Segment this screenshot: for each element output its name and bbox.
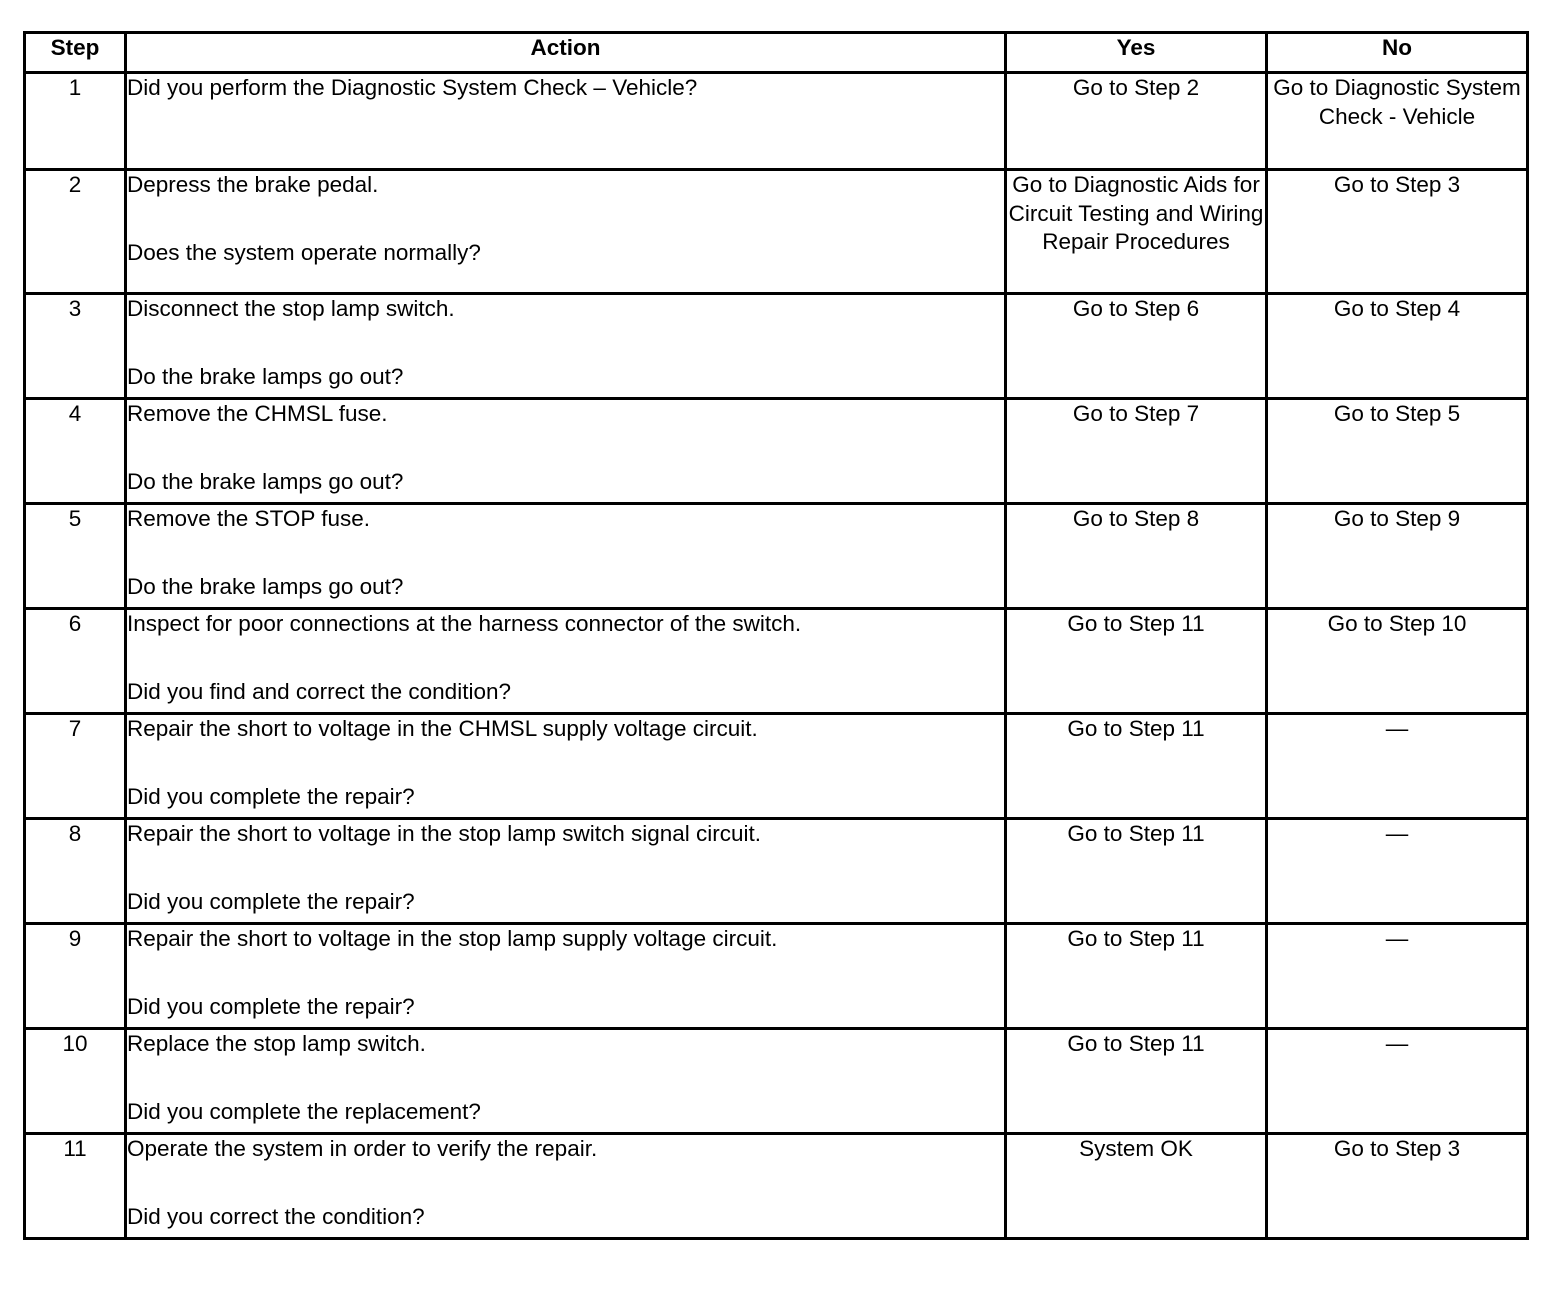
action-cell <box>126 1029 1006 1134</box>
table-row <box>25 399 1528 504</box>
table-row <box>25 819 1528 924</box>
yes-cell: Go to Step 2 <box>1006 73 1267 170</box>
action-question: Do the brake lamps go out? <box>127 363 404 389</box>
yes-cell: Go to Step 11 <box>1006 1029 1267 1134</box>
action-cell <box>126 819 1006 924</box>
no-cell: Go to Step 9 <box>1267 504 1528 609</box>
action-text: Repair the short to voltage in the stop lamp supply voltage circuit. <box>127 926 778 951</box>
action-text: Repair the short to voltage in the CHMSL supply voltage circuit. <box>127 716 758 741</box>
action-question: Do the brake lamps go out? <box>127 573 404 599</box>
no-cell: — <box>1267 1029 1528 1134</box>
yes-cell: Go to Step 11 <box>1006 714 1267 819</box>
action-text: Remove the CHMSL fuse. <box>127 401 388 426</box>
action-text: Depress the brake pedal. <box>127 172 379 197</box>
action-question: Did you find and correct the condition? <box>127 678 511 704</box>
yes-cell: Go to Step 11 <box>1006 924 1267 1029</box>
yes-cell: Go to Step 11 <box>1006 609 1267 714</box>
action-cell <box>126 170 1006 294</box>
step-number: 4 <box>25 399 126 504</box>
no-cell: Go to Diagnostic System Check - Vehicle <box>1267 73 1528 170</box>
action-text: Did you perform the Diagnostic System Check – Vehicle? <box>127 75 698 100</box>
table-row <box>25 294 1528 399</box>
table-row <box>25 609 1528 714</box>
action-question: Did you complete the repair? <box>127 993 415 1019</box>
step-number: 10 <box>25 1029 126 1134</box>
action-question: Did you complete the repair? <box>127 888 415 914</box>
action-cell <box>126 609 1006 714</box>
no-cell: — <box>1267 819 1528 924</box>
step-number: 3 <box>25 294 126 399</box>
action-cell <box>126 714 1006 819</box>
table-row <box>25 504 1528 609</box>
no-cell: Go to Step 3 <box>1267 1134 1528 1239</box>
yes-cell: Go to Step 11 <box>1006 819 1267 924</box>
no-cell: Go to Step 5 <box>1267 399 1528 504</box>
yes-cell: Go to Step 6 <box>1006 294 1267 399</box>
step-number: 7 <box>25 714 126 819</box>
action-text: Operate the system in order to verify the repair. <box>127 1136 598 1161</box>
table-row <box>25 170 1528 294</box>
table-row <box>25 73 1528 170</box>
yes-cell: System OK <box>1006 1134 1267 1239</box>
no-cell: — <box>1267 924 1528 1029</box>
no-cell: Go to Step 3 <box>1267 170 1528 294</box>
action-text: Disconnect the stop lamp switch. <box>127 296 455 321</box>
table-row <box>25 1029 1528 1134</box>
header-yes: Yes <box>1006 33 1267 73</box>
step-number: 8 <box>25 819 126 924</box>
table-row <box>25 714 1528 819</box>
table-row <box>25 1134 1528 1239</box>
no-cell: Go to Step 10 <box>1267 609 1528 714</box>
header-step: Step <box>25 33 126 73</box>
step-number: 2 <box>25 170 126 294</box>
action-text: Replace the stop lamp switch. <box>127 1031 426 1056</box>
action-text: Inspect for poor connections at the harness connector of the switch. <box>127 611 802 636</box>
action-text: Repair the short to voltage in the stop lamp switch signal circuit. <box>127 821 762 846</box>
action-cell <box>126 924 1006 1029</box>
step-number: 6 <box>25 609 126 714</box>
action-question: Did you complete the replacement? <box>127 1098 481 1124</box>
action-cell <box>126 1134 1006 1239</box>
action-cell <box>126 504 1006 609</box>
action-cell <box>126 294 1006 399</box>
header-action: Action <box>126 33 1006 73</box>
action-question: Do the brake lamps go out? <box>127 468 404 494</box>
no-cell: — <box>1267 714 1528 819</box>
yes-cell: Go to Diagnostic Aids for Circuit Testing and Wiring Repair Procedures <box>1006 170 1267 294</box>
yes-cell: Go to Step 7 <box>1006 399 1267 504</box>
no-cell: Go to Step 4 <box>1267 294 1528 399</box>
action-cell <box>126 73 1006 170</box>
diagnostic-table <box>23 31 1529 1240</box>
action-text: Remove the STOP fuse. <box>127 506 371 531</box>
header-row <box>25 33 1528 73</box>
step-number: 5 <box>25 504 126 609</box>
action-cell <box>126 399 1006 504</box>
yes-cell: Go to Step 8 <box>1006 504 1267 609</box>
step-number: 11 <box>25 1134 126 1239</box>
action-question: Does the system operate normally? <box>127 239 481 265</box>
step-number: 9 <box>25 924 126 1029</box>
action-question: Did you correct the condition? <box>127 1203 425 1229</box>
step-number: 1 <box>25 73 126 170</box>
header-no: No <box>1267 33 1528 73</box>
table-row <box>25 924 1528 1029</box>
action-question: Did you complete the repair? <box>127 783 415 809</box>
